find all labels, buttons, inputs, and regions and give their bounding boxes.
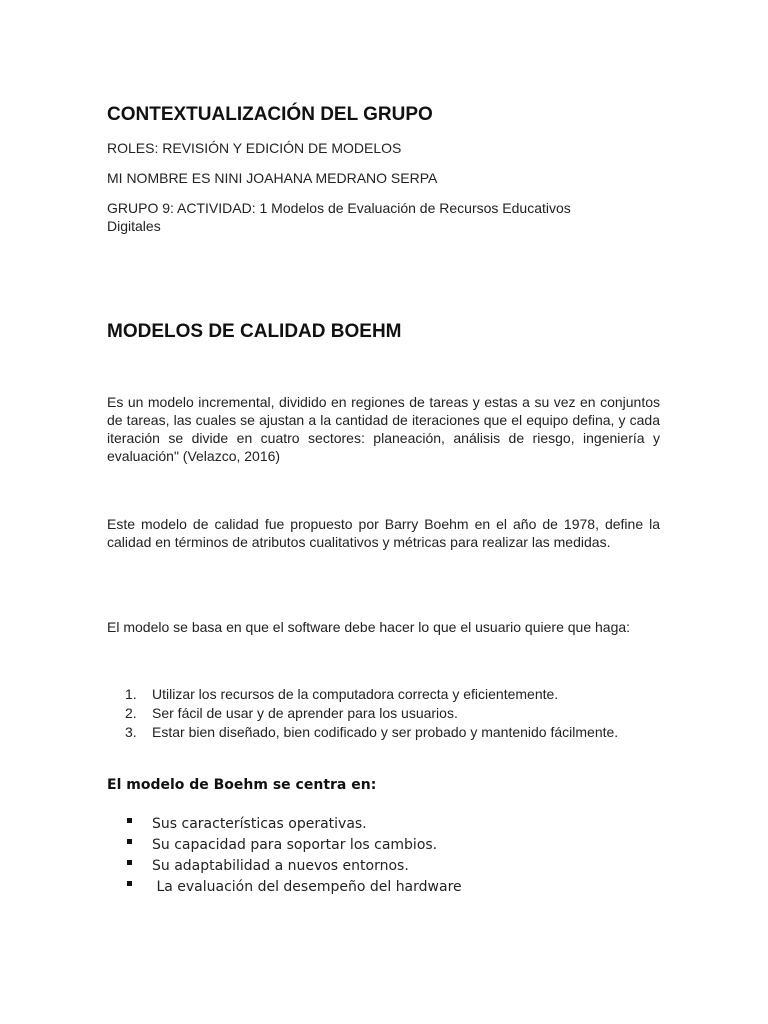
list-item-text: Su adaptabilidad a nuevos entornos. [152,858,409,874]
list-item-text: Sus características operativas. [152,816,367,832]
list-item-text: La evaluación del desempeño del hardware [152,879,462,895]
boehm-section-heading: MODELOS DE CALIDAD BOEHM [107,321,402,342]
list-item [107,814,462,835]
list-number: 1. [125,686,137,702]
group-line [107,199,571,235]
name-line: MI NOMBRE ES NINI JOAHANA MEDRANO SERPA [107,170,438,186]
square-bullet-icon [127,860,132,865]
requirements-list [107,685,660,742]
square-bullet-icon [127,881,132,886]
list-item-text: Utilizar los recursos de la computadora correcta y eficientemente. [152,686,559,702]
square-bullet-icon [127,818,132,823]
group-line-2: Digitales [107,218,161,234]
list-item [107,685,660,704]
group-line-1: GRUPO 9: ACTIVIDAD: 1 Modelos de Evaluación de Recursos Educativos [107,200,571,216]
list-item [107,877,462,898]
list-item-text: Estar bien diseñado, bien codificado y ser probado y mantenido fácilmente. [152,724,619,740]
square-bullet-icon [127,839,132,844]
list-item [107,835,462,856]
list-item-text: Su capacidad para soportar los cambios. [152,837,438,853]
group-context-heading: CONTEXTUALIZACIÓN DEL GRUPO [107,104,433,125]
paragraph-basis: El modelo se basa en que el software debe hacer lo que el usuario quiere que haga: [107,619,631,635]
focus-subheading: El modelo de Boehm se centra en: [107,777,377,793]
list-item [107,723,660,742]
list-number: 3. [125,724,137,740]
list-number: 2. [125,705,137,721]
roles-line: ROLES: REVISIÓN Y EDICIÓN DE MODELOS [107,140,402,156]
focus-bullet-list [107,814,462,898]
paragraph-definition: Es un modelo incremental, dividido en regiones de tareas y estas a su vez en conjuntos de tareas, las cuales se ajustan a la cantidad de iteraciones que el equipo defina, y cada iteración se divide en cuatro sectores: planeación, análisis de riesgo, ingeniería y evaluación" (Velazco, 2016) [107,394,660,464]
list-item [107,856,462,877]
paragraph-origin: Este modelo de calidad fue propuesto por Barry Boehm en el año de 1978, define la calidad en términos de atributos cualitativos y métricas para realizar las medidas. [107,516,660,550]
list-item-text: Ser fácil de usar y de aprender para los usuarios. [152,705,458,721]
list-item [107,704,660,723]
